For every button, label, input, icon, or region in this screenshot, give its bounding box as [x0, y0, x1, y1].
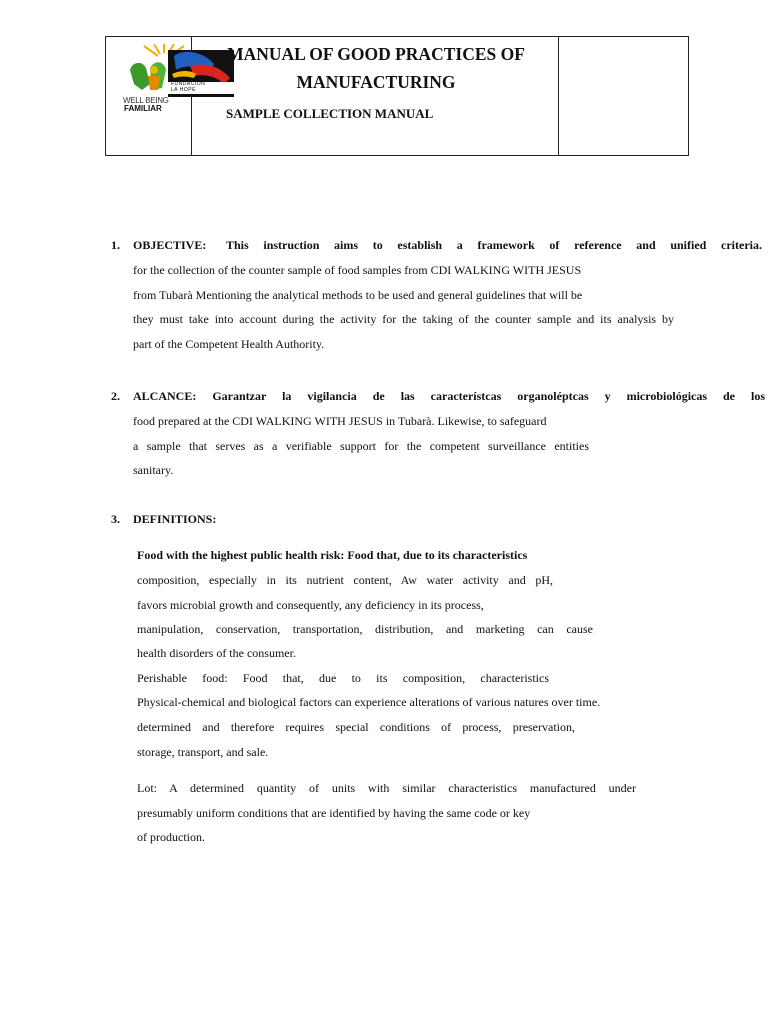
definition-2-line-1: Perishable food: Food that, due to its composition, characteristics — [137, 671, 549, 685]
section-1-line-4: they must take into account during the activity for the taking of the counter sample and its analysis by — [133, 312, 674, 326]
section-1-number: 1. — [111, 238, 120, 252]
document-title: MANUAL OF GOOD PRACTICES OF MANUFACTURING — [227, 44, 525, 92]
definition-1-line-2: favors microbial growth and consequently, any deficiency in its process, — [137, 598, 484, 612]
definition-2-line-3: determined and therefore requires special conditions of process, preservation, — [137, 720, 575, 734]
section-1-line-1: This instruction aims to establish a framework of reference and unified criteria. — [226, 238, 762, 252]
section-2-line-1: ALCANCE: Garantzar la vigilancia de las característcas organoléptcas y microbiológicas de los — [133, 389, 765, 403]
definition-1-line-1: composition, especially in its nutrient content, Aw water activity and pH, — [137, 573, 553, 587]
section-1-line-3: from Tubarà Mentioning the analytical methods to be used and general guidelines that will be — [133, 288, 583, 302]
logo-small-text-1: FUNDACION — [171, 81, 206, 87]
definition-2-line-2: Physical-chemical and biological factors can experience alterations of various natures over time. — [137, 695, 601, 709]
definition-1-heading: Food with the highest public health risk: Food that, due to its characteristics — [137, 548, 528, 562]
logo-text-well-being: WELL BEING — [123, 96, 169, 105]
section-1-line-2: for the collection of the counter sample of food samples from CDI WALKING WITH JESUS — [133, 263, 582, 277]
section-2-number: 2. — [111, 389, 120, 403]
definition-2-line-4: storage, transport, and sale. — [137, 745, 269, 759]
section-2-line-4: sanitary. — [133, 463, 174, 477]
definition-3-line-3: of production. — [137, 830, 205, 844]
section-2-line-3: a sample that serves as a verifiable support for the competent surveillance entities — [133, 439, 589, 453]
document-subtitle: SAMPLE COLLECTION MANUAL — [226, 106, 434, 121]
section-2-line-2: food prepared at the CDI WALKING WITH JESUS in Tubarà. Likewise, to safeguard — [133, 414, 547, 428]
header-empty-cell — [558, 37, 689, 155]
logo-text-familiar: FAMILIAR — [124, 104, 162, 113]
definition-3-line-1: Lot: A determined quantity of units with similar characteristics manufactured under — [137, 781, 636, 795]
definition-3-line-2: presumably uniform conditions that are identified by having the same code or key — [137, 806, 531, 820]
section-1-label: OBJECTIVE: — [133, 238, 207, 252]
definition-1-line-3: manipulation, conservation, transportation, distribution, and marketing can cause — [137, 622, 593, 636]
definition-1-line-4: health disorders of the consumer. — [137, 646, 296, 660]
section-1-line-5: part of the Competent Health Authority. — [133, 337, 325, 351]
logo-small-text-2: LA HOPE — [171, 87, 196, 93]
section-3-label: DEFINITIONS: — [133, 512, 217, 526]
section-3-number: 3. — [111, 512, 120, 526]
